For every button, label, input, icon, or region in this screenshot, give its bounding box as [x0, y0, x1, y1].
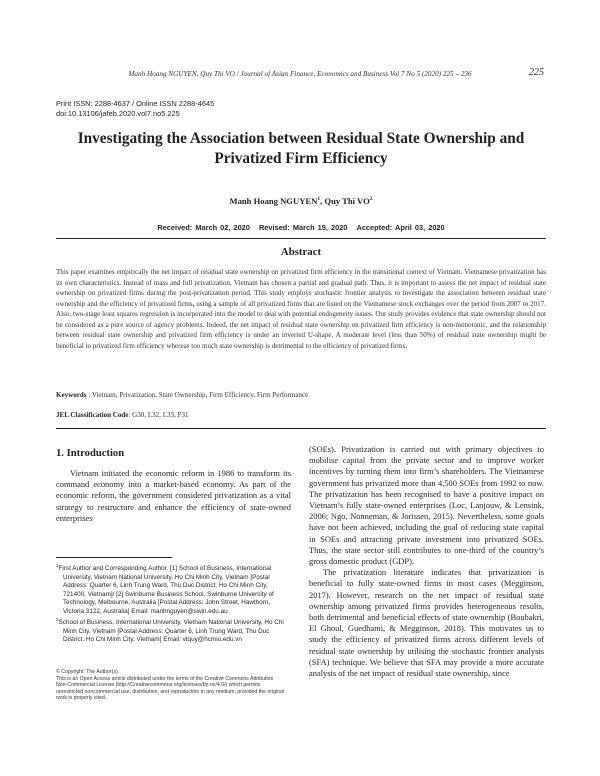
intro-paragraph-1: Vietnam initiated the economic reform in 1986 to transform its command economy into a market-based economy. As part of the economic reform, the government considered privatization as a vital strategy to restructure and enhance the efficiency of state-owned enterprises [56, 468, 291, 523]
jel-value: : G30, L32, L33, P31 [128, 411, 189, 419]
doi-link[interactable]: doi:10.13106/jafeb.2020.vol7.no5.225 [56, 109, 180, 118]
keywords-line [56, 391, 546, 399]
revised-date: Revised: March 15, 2020 [258, 223, 348, 232]
author-list [56, 196, 546, 206]
footnote-2-text: School of Business, International University, Vietnam National University, Ho Chi Minh City, Vietnam [Postal Address: Quarter 6, Linh Trung Ward, Thu Duc District, Ho Chi Minh City, Vietnam] Email: vtquy@hcmiu.edu.vn [58, 619, 284, 644]
footnote-1 [56, 562, 286, 616]
article-title [56, 129, 546, 168]
page-number: 225 [529, 67, 544, 78]
running-header: Manh Hoang NGUYEN, Quy Thi VO / Journal of Asian Finance, Economics and Business Vol 7 No 5 (2020) 225 – 236 [128, 70, 472, 78]
keywords-label: Keywords [56, 391, 87, 399]
footnote-2 [56, 616, 286, 645]
accepted-date: Accepted: April 03, 2020 [356, 223, 445, 232]
footnote-divider [56, 557, 172, 558]
divider-bottom [56, 428, 546, 429]
article-title-line-1: Investigating the Association between Residual State Ownership and [77, 130, 525, 147]
author-2-footnote-mark[interactable]: 2 [369, 196, 373, 203]
issn-block [56, 99, 214, 119]
received-date: Received: March 02, 2020 [157, 223, 250, 232]
license-text: This is an Open Access article distributed under the terms of the Creative Commons Attribution Non-Commercial License (http://Creativecommons.org/licenses/by-nc/4.0/) which permits unrestricted noncommercial use, distribution, and reproduction in any medium, provided the original work is properly cited. [56, 675, 285, 702]
footnote-2-mark: 2 [56, 617, 59, 623]
jel-line [56, 411, 546, 419]
abstract-heading: Abstract [280, 246, 322, 258]
intro-paragraph-2: (SOEs). Privatization is carried out with primary objectives to mobilise capital from the private sector and to improve worker incentives by turning them into firm’s shareholders. The Vietnamese government has privatized more than 4,500 SOEs from 1992 to now. The privatization has been recognised to have a positive impact on Vietnam’s fully state-owned enterprises (Loc, Lanjouw, & Lensink, 2006; Ngo, Nonneman, & Jorissen, 2015). Nevertheless, some goals have not been achieved, including the goal of reducing state capital in SOEs and attracting private investment into privatized SOEs. Thus, the state sector still contributes to one-third of the country’s gross domestic product (GDP). [309, 444, 544, 567]
right-column [309, 444, 544, 679]
left-column [56, 468, 291, 524]
author-separator: , [320, 196, 325, 206]
intro-paragraph-3: The privatization literature indicates that privatization is beneficial to fully state-owned firms in most cases (Megginson, 2017). However, research on the net impact of residual state ownership among privatized firms provides heterogeneous results, both detrimental and beneficial effects of state ownership (Boubakri, El Ghoul, Guedhami, & Megginson, 2018). This motivates us to study the efficiency of privatized firms across different levels of residual state ownership by utilising the stochastic frontier analysis (SFA) technique. We believe that SFA may provide a more accurate analysis of the net impact of residual state ownership, since [309, 567, 544, 679]
article-dates [56, 223, 546, 232]
issn-line: Print ISSN: 2288-4637 / Online ISSN 2288-4645 [56, 99, 215, 108]
author-1-footnote-mark[interactable]: 1 [317, 196, 321, 203]
author-1-name: Manh Hoang NGUYEN [229, 196, 318, 206]
footnote-1-text: First Author and Corresponding Author. [1] School of Business, International University, Vietnam National University, Ho Chi Minh City, Vietnam [Postal Address: Quarter 6, Linh Trung Ward, Thu Duc District, Ho Chi Minh City, 721400, Vietnam]/ [2] Swinburne Business School, Swinburne University of Technology, Melbourne, Australia [Postal Address: John Street, Hawthorn, Victoria 3122, Australia] Email: manhnguyen@swin.edu.au [58, 565, 274, 615]
author-2-name: Quy Thi VO [324, 196, 370, 206]
keywords-value: : Vietnam, Privatization, State Ownership, Firm Efficiency, Firm Performance [86, 391, 309, 399]
footnotes [56, 562, 286, 645]
divider-top [56, 238, 546, 239]
copyright-line: © Copyright: The Author(s). [56, 669, 120, 675]
copyright-notice [56, 669, 286, 702]
abstract-text: This paper examines empirically the net impact of residual state ownership on privatized firm efficiency in the transitional context of Vietnam. Vietnamese privatization has its own characteristics. Instead of mass and full privatization, Vietnam has chosen a partial and gradual path. Thus, it is important to assess the net impact of residual state ownership on privatized firms during the post-privatization period. This study employs stochastic frontier analysis to investigate the association between residual state ownership and the efficiency of privatized firms, using a sample of all privatized firms that are listed on the Vietnamese stock exchanges over the period from 2007 to 2017. Also, two-stage least squares regression is incorporated into the model to deal with potential endogeneity issues. Our study provides evidence that state ownership should not be considered as a pure source of agency problems. Indeed, the net impact of residual state ownership on privatized firm efficiency is non-monotonic, and the relationship between residual state ownership and privatized firm efficiency is under an inverted U-shape. A moderate level (less than 50%) of residual state ownership might be beneficial to privatized firm efficiency whereas too much state ownership is detrimental to the efficiency of privatized firms. [56, 268, 546, 350]
footnote-1-mark: 1 [56, 563, 59, 568]
article-title-line-2: Privatized Firm Efficiency [214, 149, 388, 167]
jel-label: JEL Classification Code [56, 411, 129, 419]
section-heading-introduction: 1. Introduction [56, 448, 125, 459]
